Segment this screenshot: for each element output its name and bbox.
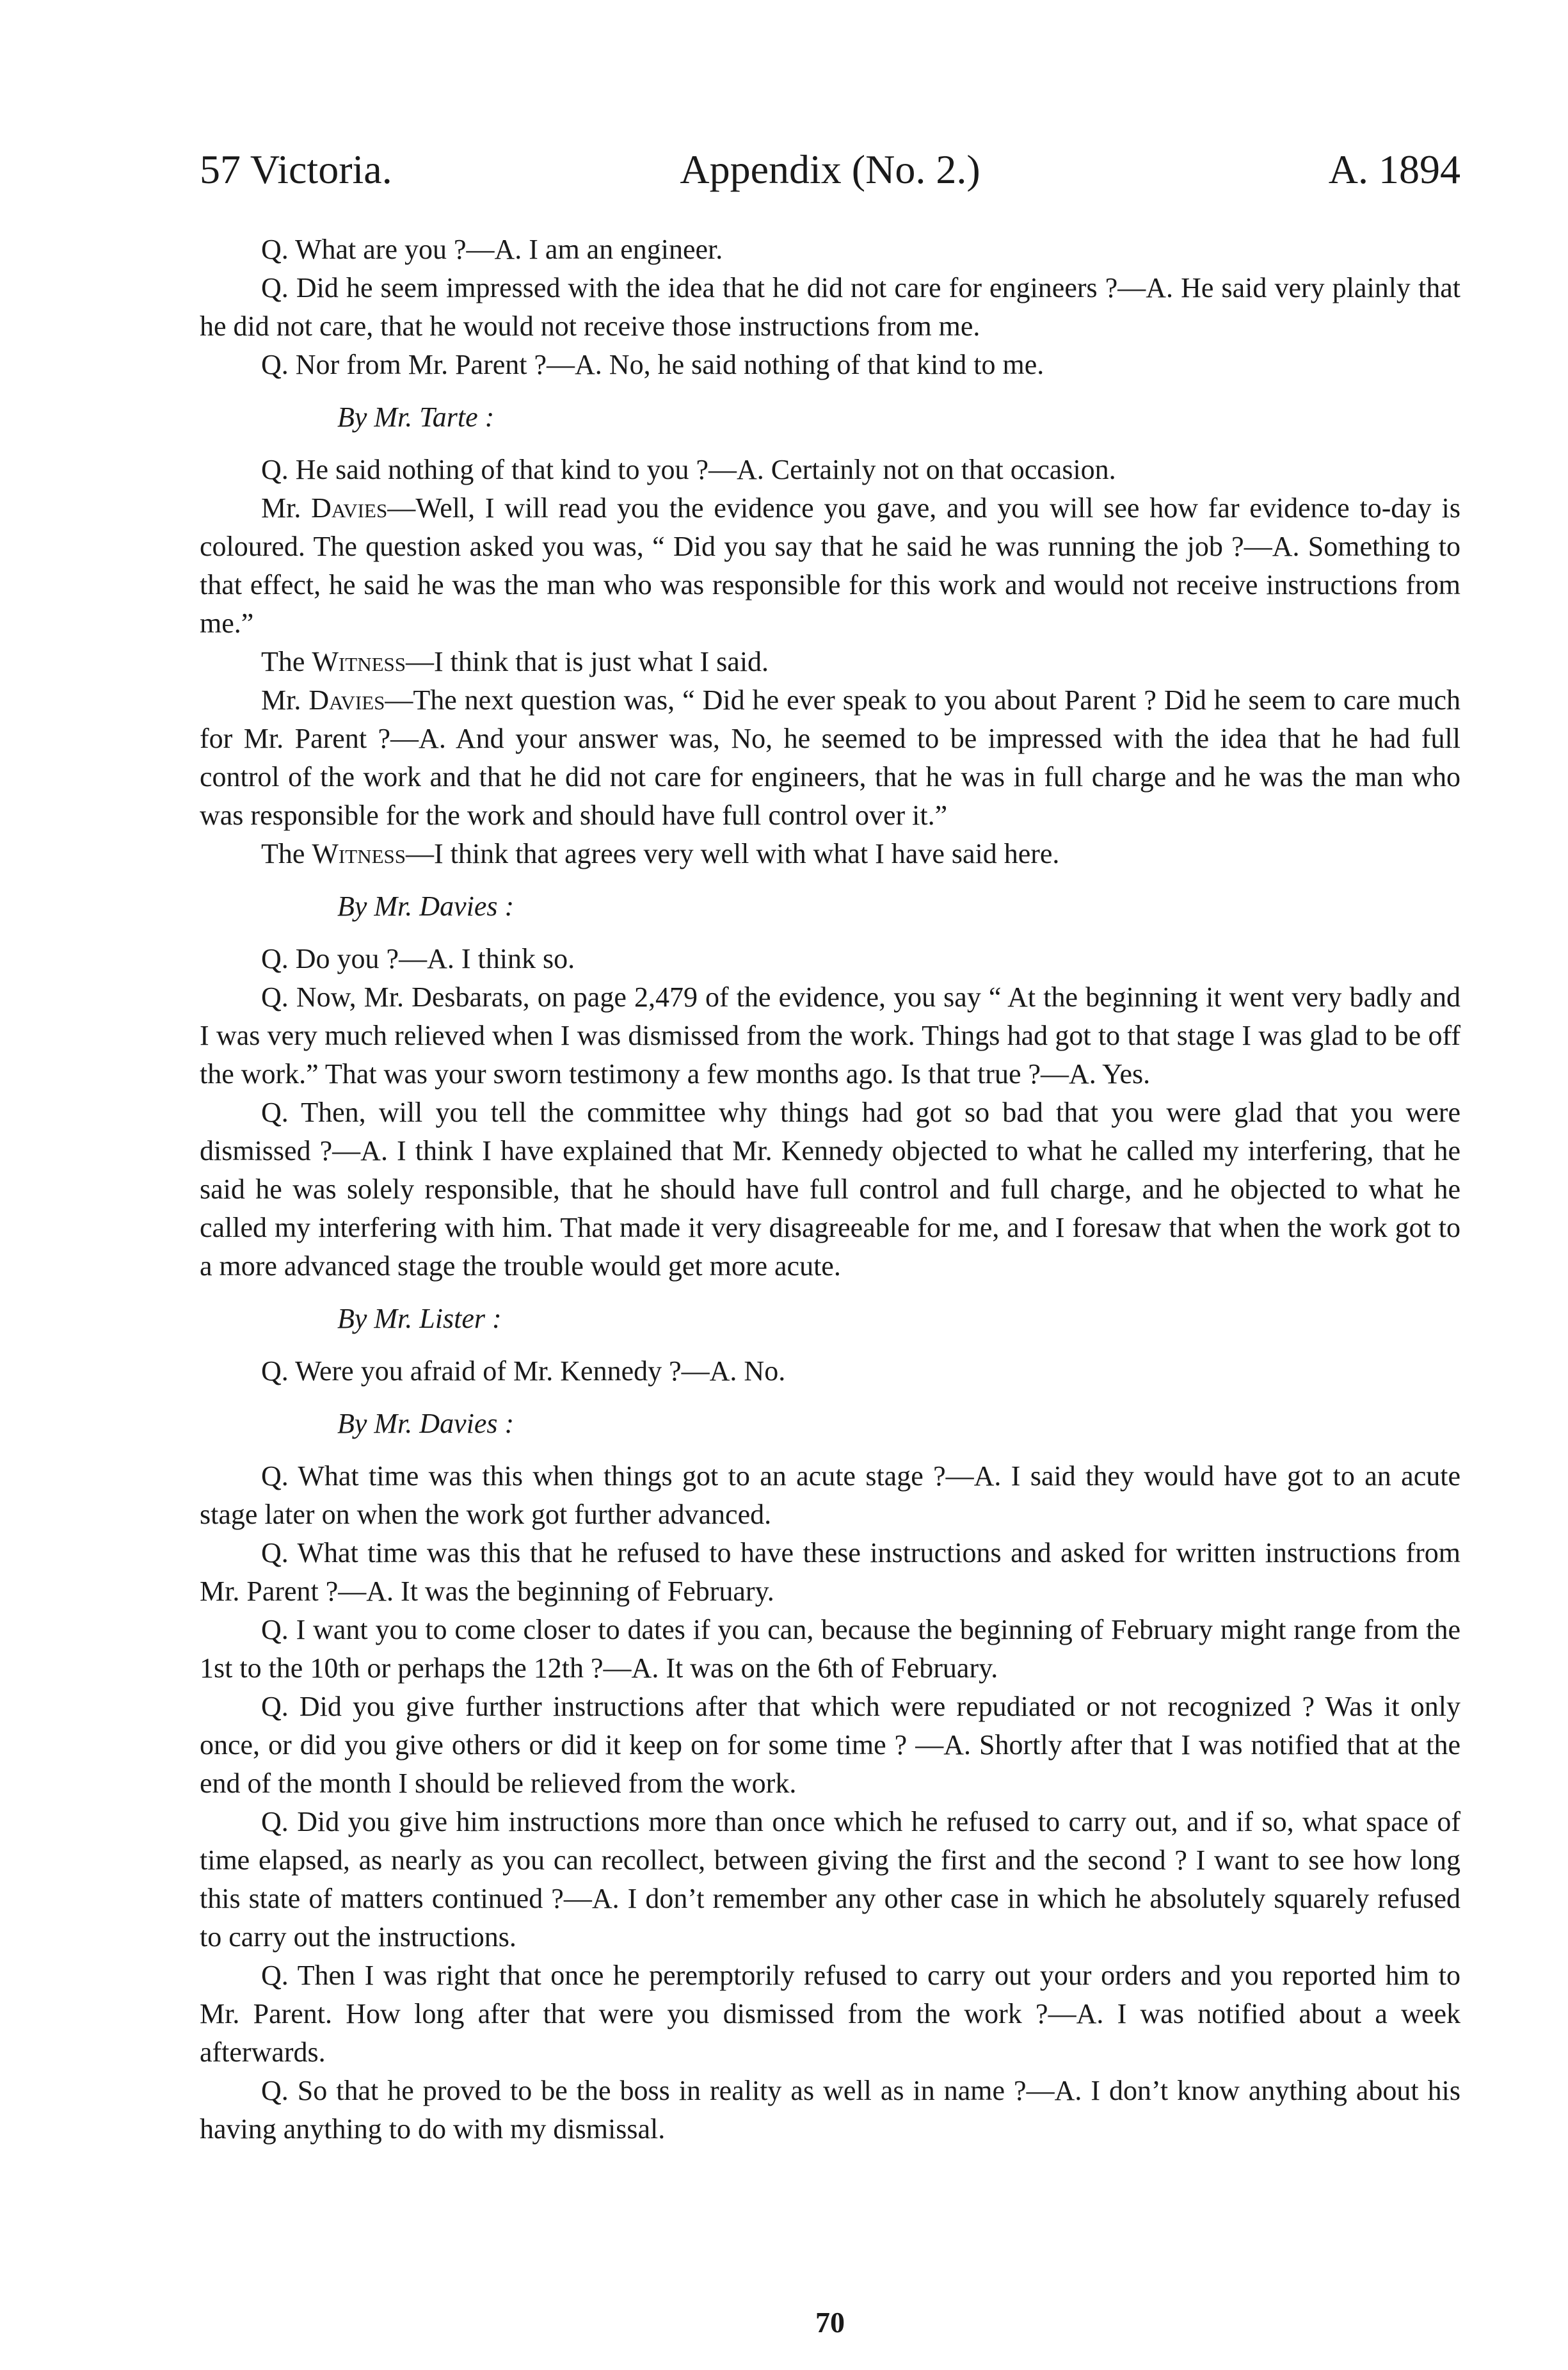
qa-paragraph: Q. Did he seem impressed with the idea that he did not care for engineers ?—A. He said very plainly that he did not care, that he would not receive those instructions from me.	[200, 272, 1460, 342]
page-body	[200, 230, 1460, 2148]
qa-paragraph: Q. What time was this that he refused to have these instructions and asked for written instructions from Mr. Parent ?—A. It was the beginning of February.	[200, 1537, 1460, 1607]
header-year: A. 1894	[1328, 147, 1460, 192]
speaker-paragraph	[200, 835, 1460, 873]
examiner-heading: By Mr. Lister :	[337, 1303, 502, 1334]
examiner-heading: By Mr. Davies :	[337, 1408, 515, 1439]
qa-paragraph: Q. Were you afraid of Mr. Kennedy ?—A. No.	[261, 1355, 786, 1387]
examiner-heading: By Mr. Tarte :	[337, 401, 495, 433]
speaker-name: Witness	[312, 838, 406, 869]
speaker-name: Davies	[308, 684, 385, 716]
examiner-heading: By Mr. Davies :	[337, 891, 515, 922]
qa-paragraph: Q. Did you give him instructions more than once which he refused to carry out, and if so, what space of time elapsed, as nearly as you can recollect, between giving the first and the second ? I want to see how long this state of matters continued ?—A. I don’t remember any other case in which he absolutely squarely refused to carry out the instructions.	[200, 1806, 1460, 1953]
speaker-paragraph	[200, 489, 1460, 643]
speaker-name: Davies	[311, 492, 388, 524]
qa-paragraph: Q. Did you give further instructions after that which were repudiated or not recognized ? Was it only once, or did you give others or did it keep on for some time ? —A. Shortly after that I was notified that at the end of the month I should be relieved from the work.	[200, 1691, 1460, 1799]
speaker-text: —I think that is just what I said.	[406, 646, 769, 677]
page-header	[200, 144, 1460, 195]
speaker-prefix: The	[261, 838, 312, 869]
qa-paragraph: Q. What time was this when things got to an acute stage ?—A. I said they would have got to an acute stage later on when the work got further advanced.	[200, 1460, 1460, 1530]
qa-paragraph: Q. Nor from Mr. Parent ?—A. No, he said nothing of that kind to me.	[261, 349, 1044, 380]
qa-paragraph: Q. Then I was right that once he peremptorily refused to carry out your orders and you reported him to Mr. Parent. How long after that were you dismissed from the work ?—A. I was notified about a week afterwards.	[200, 1960, 1460, 2068]
header-session: 57 Victoria.	[200, 147, 392, 192]
speaker-text: —Well, I will read you the evidence you gave, and you will see how far evidence to-day is coloured. The question asked you was, “ Did you say that he said he was running the job ?—A. Something to that effect, he said he was the man who was responsible for this work and would not receive instructions from me.”	[200, 492, 1460, 639]
speaker-prefix: Mr.	[261, 684, 309, 716]
qa-paragraph: Q. Do you ?—A. I think so.	[261, 943, 575, 974]
header-appendix: Appendix (No. 2.)	[680, 147, 980, 192]
speaker-paragraph	[200, 681, 1460, 835]
speaker-text: —I think that agrees very well with what I have said here.	[406, 838, 1060, 869]
qa-paragraph: Q. Then, will you tell the committee why things had got so bad that you were glad that you were dismissed ?—A. I think I have explained that Mr. Kennedy objected to what he called my interfering, that he said he was solely responsible, that he should have full control and full charge, and he objected to what he called my interfering with him. That made it very disagreeable for me, and I foresaw that when the work got to a more advanced stage the trouble would get more acute.	[200, 1097, 1460, 1282]
document-page	[200, 0, 1460, 2370]
qa-paragraph: Q. Now, Mr. Desbarats, on page 2,479 of the evidence, you say “ At the beginning it went very badly and I was very much relieved when I was dismissed from the work. Things had got to that stage I was glad to be off the work.” That was your sworn testimony a few months ago. Is that true ?—A. Yes.	[200, 981, 1460, 1090]
speaker-paragraph	[200, 643, 1460, 681]
qa-paragraph: Q. What are you ?—A. I am an engineer.	[261, 234, 723, 265]
speaker-prefix: Mr.	[261, 492, 312, 524]
speaker-name: Witness	[312, 646, 406, 677]
speaker-prefix: The	[261, 646, 312, 677]
qa-paragraph: Q. So that he proved to be the boss in reality as well as in name ?—A. I don’t know anything about his having anything to do with my dismissal.	[200, 2075, 1460, 2145]
page-number: 70	[815, 2306, 845, 2339]
speaker-text: —The next question was, “ Did he ever speak to you about Parent ? Did he seem to care much for Mr. Parent ?—A. And your answer was, No, he seemed to be impressed with the idea that he had full control of the work and that he did not care for engineers, that he was in full charge and he was the man who was responsible for the work and should have full control over it.”	[200, 684, 1460, 831]
qa-paragraph: Q. He said nothing of that kind to you ?—A. Certainly not on that occasion.	[261, 454, 1116, 485]
qa-paragraph: Q. I want you to come closer to dates if you can, because the beginning of February might range from the 1st to the 10th or perhaps the 12th ?—A. It was on the 6th of February.	[200, 1614, 1460, 1684]
